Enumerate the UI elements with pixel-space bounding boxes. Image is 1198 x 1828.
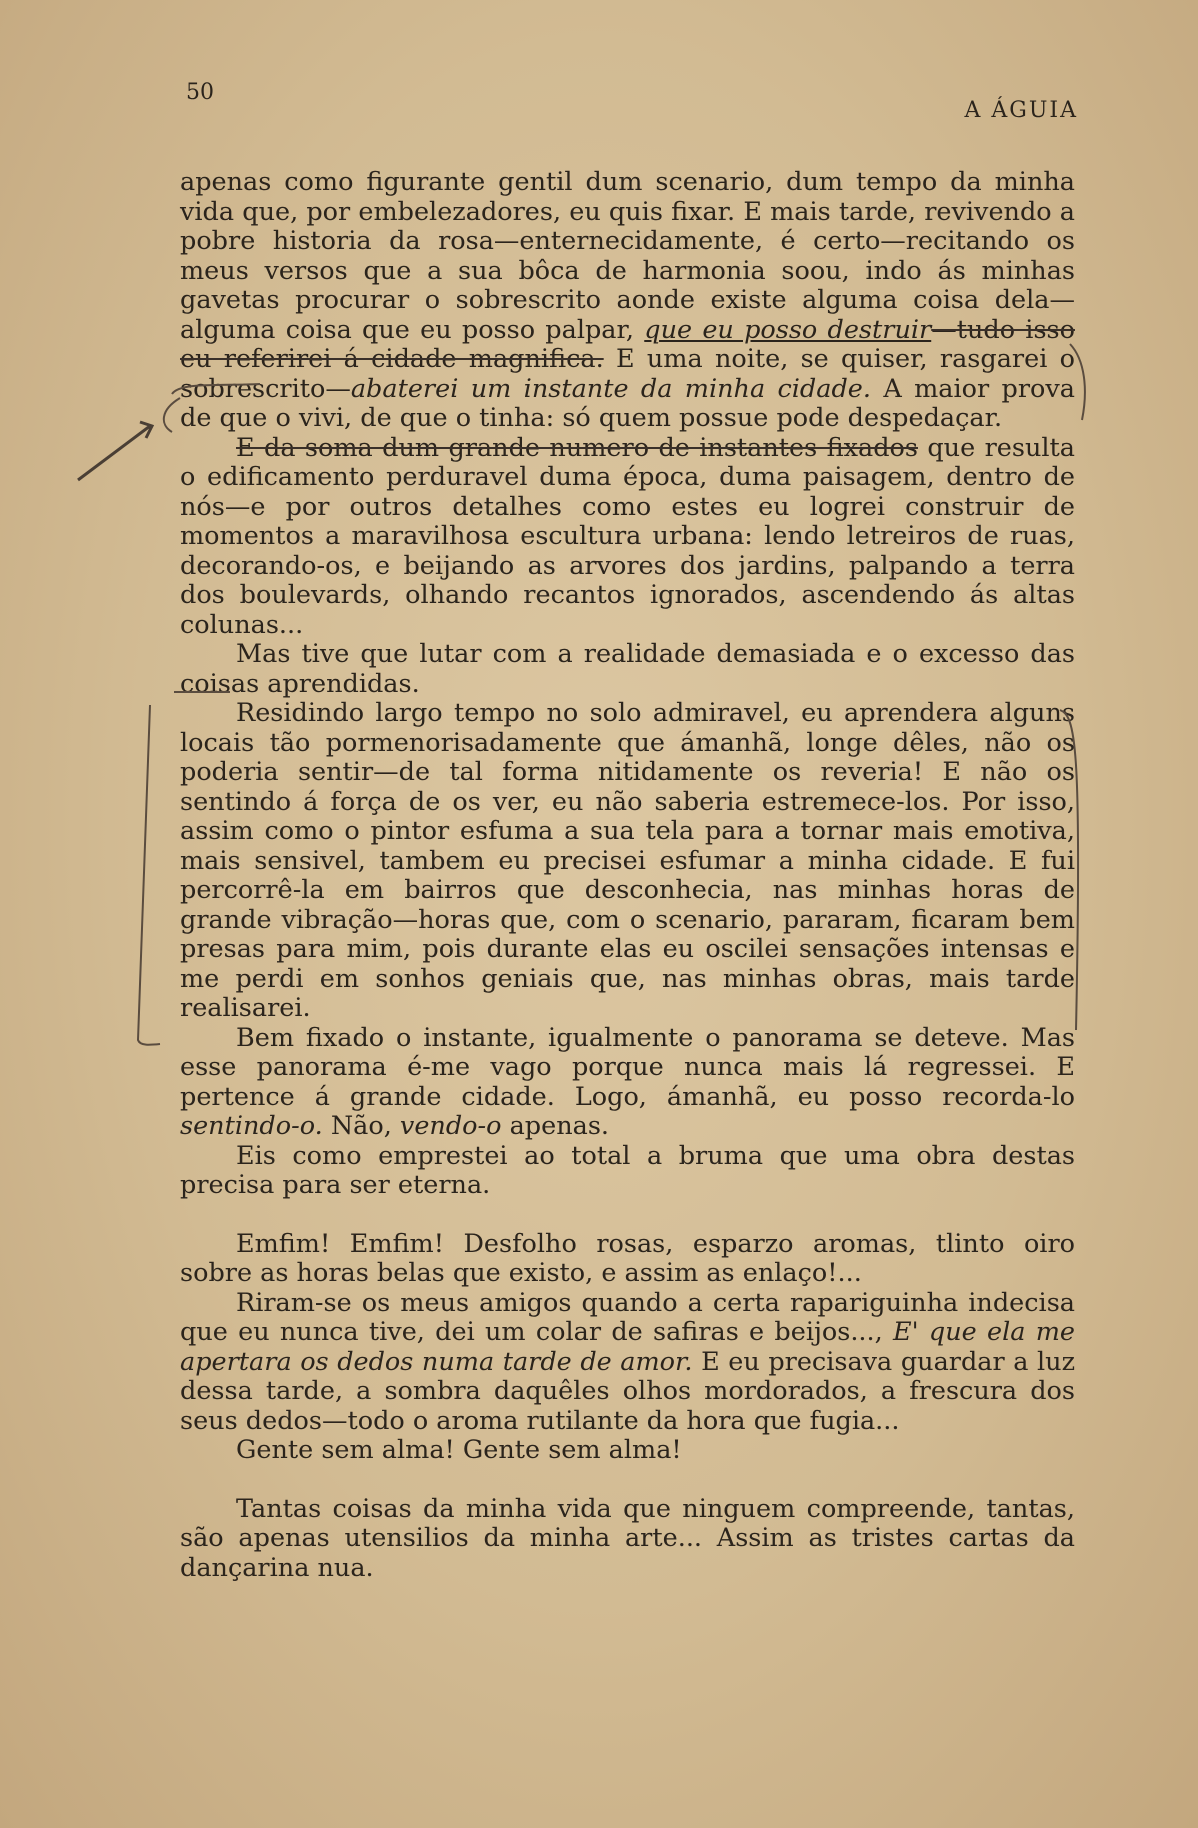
running-head: A ÁGUIA bbox=[964, 98, 1078, 123]
paragraph bbox=[180, 1142, 1075, 1201]
text-run: abaterei um instante da minha cidade. bbox=[350, 373, 871, 404]
paragraph bbox=[180, 640, 1075, 699]
text-run: que resulta o edificamento perduravel duma época, duma paisagem, dentro de nós—e por outros detalhes como estes eu logrei construir de momentos a maravilhosa escultura urbana: lendo letreiros de ruas, decorando-os, e beijando as arvores dos jardins, palpando a terra dos boulevards, olhando recantos ignorados, ascendendo ás altas colunas... bbox=[180, 432, 1075, 640]
text-run: apenas como figurante gentil dum scenario, dum tempo da minha vida que, por embelezadores, eu quis fixar. E mais tarde, revivendo a pobre historia da rosa—enternecidamente, é certo—recitando os meus versos que a sua bôca de harmonia soou, indo ás minhas gavetas procurar o sobrescrito aonde existe alguma coisa dela—alguma coisa que eu posso palpar, bbox=[180, 167, 1075, 345]
text-run: Residindo largo tempo no solo admiravel, eu aprendera alguns locais tão pormenorisadamente que ámanhã, longe dêles, não os poderia sentir—de tal forma nitidamente os reveria! E não os sentindo á força de os ver, eu não saberia estremece-los. Por isso, assim como o pintor esfuma a sua tela para a tornar mais emotiva, mais sensivel, tambem eu precisei esfumar a minha cidade. E fui percorrê-la em bairros que desconhecia, nas minhas horas de grande vibração—horas que, com o scenario, pararam, ficaram bem presas para mim, pois durante elas eu oscilei sensações intensas e me perdi em sonhos geniais que, nas minhas obras, mais tarde realisarei. bbox=[180, 698, 1075, 1023]
text-run: Tantas coisas da minha vida que ninguem compreende, tantas, são apenas utensilios da minha arte... Assim as tristes cartas da dançarina nua. bbox=[180, 1493, 1075, 1583]
paragraph bbox=[180, 1495, 1075, 1584]
paragraph bbox=[180, 699, 1075, 1024]
pencil-arrow-mark bbox=[78, 422, 152, 480]
paragraph bbox=[180, 434, 1075, 641]
paragraph bbox=[180, 1289, 1075, 1437]
text-run: A maior prova de que o vivi, de que o tinha: só quem possue pode despedaçar. bbox=[180, 373, 1075, 433]
text-run: Emfim! Emfim! Desfolho rosas, esparzo aromas, tlinto oiro sobre as horas belas que existo, e assim as enlaço!... bbox=[180, 1228, 1075, 1288]
page-number: 50 bbox=[186, 80, 214, 105]
text-run: Gente sem alma! Gente sem alma! bbox=[236, 1435, 682, 1465]
text-run: que eu posso destruir bbox=[644, 314, 932, 345]
text-run: —tudo isso eu referirei á cidade magnifica. bbox=[180, 314, 1075, 374]
text-run: E eu precisava guardar a luz dessa tarde, a sombra daquêles olhos mordorados, a frescura dos seus dedos—todo o aroma rutilante da hora que fugia... bbox=[180, 1346, 1075, 1436]
paragraph bbox=[180, 1436, 1075, 1466]
body-text bbox=[180, 168, 1075, 1583]
text-run: Mas tive que lutar com a realidade demasiada e o excesso das coisas aprendidas. bbox=[180, 639, 1075, 699]
text-run: Eis como emprestei ao total a bruma que uma obra destas precisa para ser eterna. bbox=[180, 1140, 1075, 1200]
text-run: apenas. bbox=[501, 1111, 610, 1141]
text-run: E uma noite, se quiser, rasgarei o sobrescrito— bbox=[180, 344, 1075, 404]
text-run: Bem fixado o instante, igualmente o panorama se deteve. Mas esse panorama é-me vago porque nunca mais lá regressei. E pertence á grande cidade. Logo, ámanhã, eu posso recorda-lo bbox=[180, 1022, 1075, 1112]
text-run: Não, bbox=[322, 1111, 400, 1141]
text-run: E da soma dum grande numero de instantes fixados bbox=[236, 432, 918, 463]
paragraph bbox=[180, 1024, 1075, 1142]
paragraph bbox=[180, 1230, 1075, 1289]
text-run: Riram-se os meus amigos quando a certa rapariguinha indecisa que eu nunca tive, dei um colar de safiras e beijos..., bbox=[180, 1287, 1075, 1347]
text-run: vendo-o bbox=[399, 1111, 502, 1141]
text-run: sentindo-o. bbox=[180, 1111, 323, 1141]
text-run: E' que ela me apertara os dedos numa tarde de amor. bbox=[180, 1317, 1075, 1377]
paragraph bbox=[180, 168, 1075, 434]
